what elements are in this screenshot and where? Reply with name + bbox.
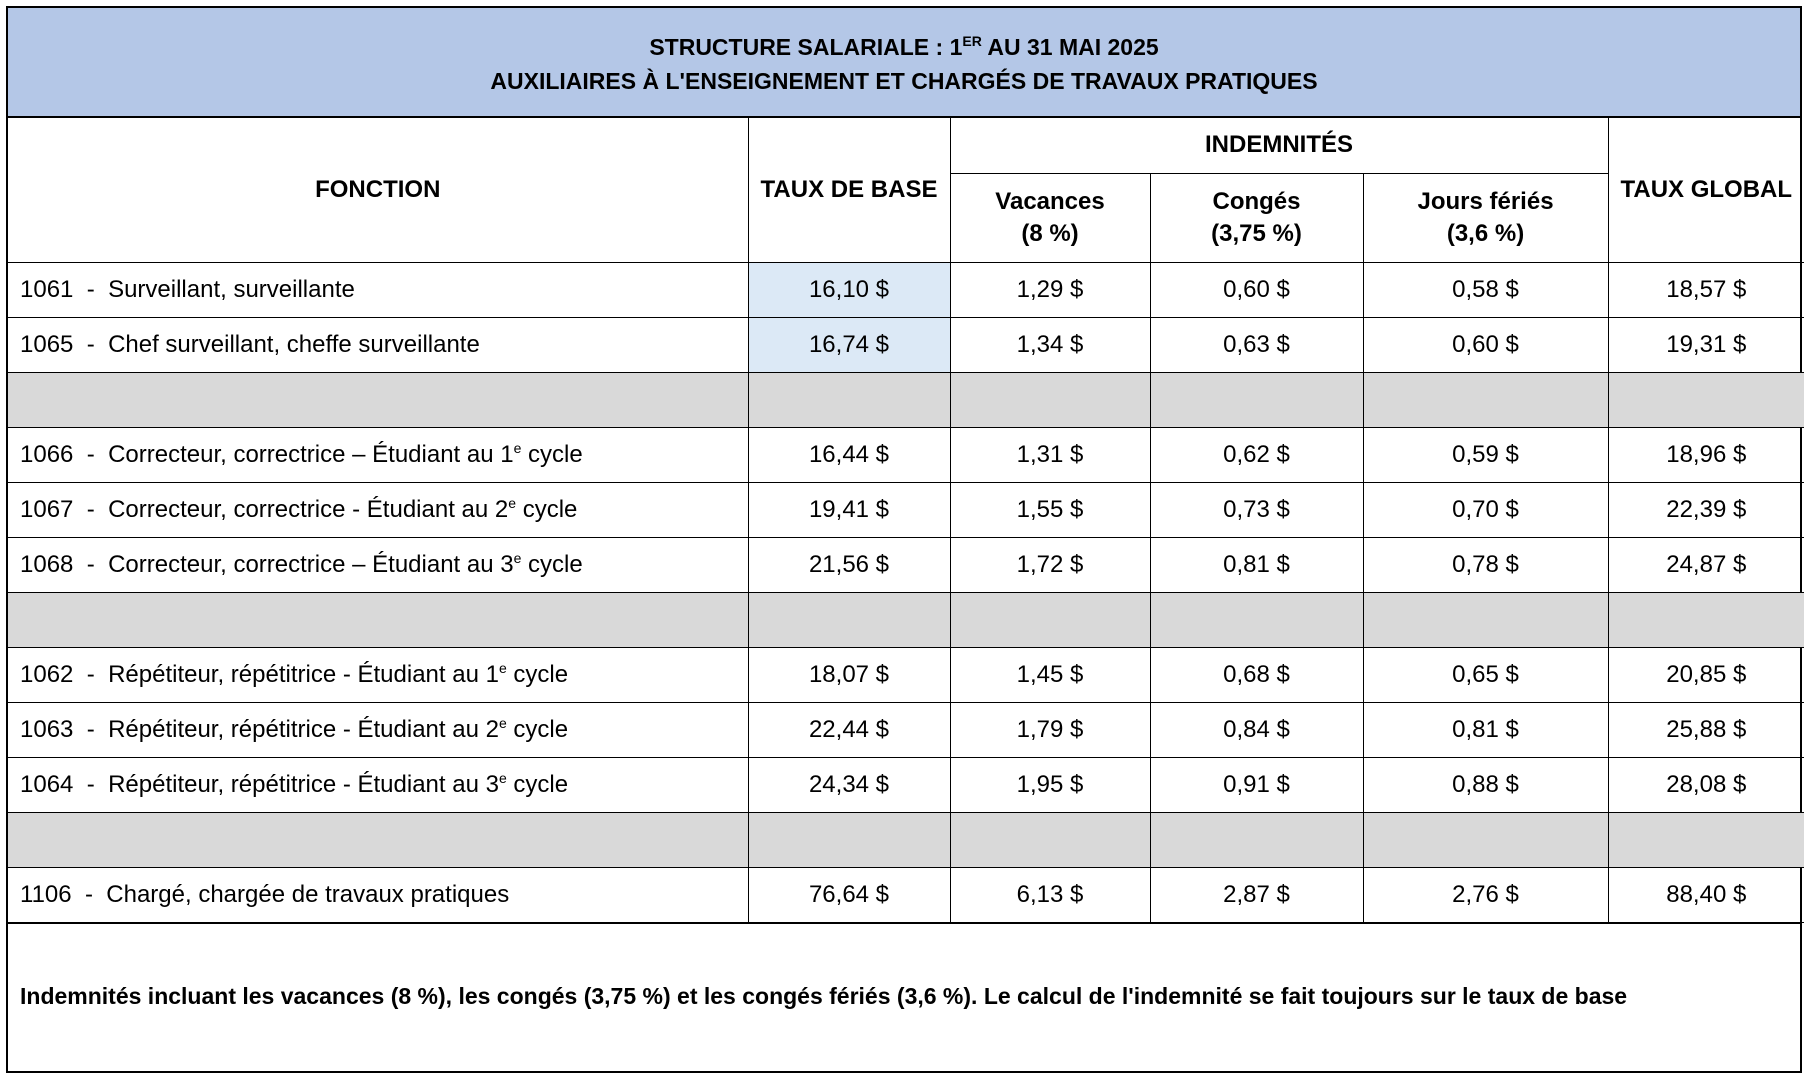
header-taux-global: TAUX GLOBAL [1608, 118, 1804, 262]
cell-vacances: 1,79 $ [950, 702, 1150, 757]
cell-conges: 0,62 $ [1150, 427, 1363, 482]
header-fonction: FONCTION [8, 118, 748, 262]
title-line-1: STRUCTURE SALARIALE : 1ER AU 31 MAI 2025 [649, 33, 1159, 60]
cell-jours-feries: 0,58 $ [1363, 262, 1608, 317]
cell-conges: 0,84 $ [1150, 702, 1363, 757]
cell-taux-base: 19,41 $ [748, 482, 950, 537]
cell-taux-global: 28,08 $ [1608, 757, 1804, 812]
cell-taux-global: 24,87 $ [1608, 537, 1804, 592]
cell-fonction: 1061 - Surveillant, surveillante [8, 262, 748, 317]
cell-conges: 0,73 $ [1150, 482, 1363, 537]
cell-taux-global: 18,57 $ [1608, 262, 1804, 317]
cell-fonction: 1063 - Répétiteur, répétitrice - Étudiant au 2e cycle [8, 702, 748, 757]
cell-taux-global: 20,85 $ [1608, 647, 1804, 702]
cell-taux-base: 22,44 $ [748, 702, 950, 757]
table-row [8, 537, 1804, 592]
cell-fonction: 1106 - Chargé, chargée de travaux pratiques [8, 867, 748, 922]
cell-vacances: 6,13 $ [950, 867, 1150, 922]
cell-vacances: 1,72 $ [950, 537, 1150, 592]
separator-row [8, 592, 1804, 647]
cell-taux-base: 18,07 $ [748, 647, 950, 702]
cell-fonction: 1067 - Correcteur, correctrice - Étudiant au 2e cycle [8, 482, 748, 537]
table-row [8, 757, 1804, 812]
separator-row [8, 812, 1804, 867]
cell-conges: 0,63 $ [1150, 317, 1363, 372]
table-row [8, 647, 1804, 702]
cell-conges: 0,81 $ [1150, 537, 1363, 592]
cell-conges: 2,87 $ [1150, 867, 1363, 922]
salary-structure-sheet [6, 6, 1802, 1073]
cell-jours-feries: 0,81 $ [1363, 702, 1608, 757]
cell-jours-feries: 0,88 $ [1363, 757, 1608, 812]
header-indemnites: INDEMNITÉS [950, 118, 1608, 173]
title-band [8, 8, 1800, 118]
table-row [8, 427, 1804, 482]
table-row [8, 482, 1804, 537]
cell-jours-feries: 0,59 $ [1363, 427, 1608, 482]
cell-taux-global: 18,96 $ [1608, 427, 1804, 482]
cell-taux-base: 24,34 $ [748, 757, 950, 812]
table-row [8, 867, 1804, 922]
cell-vacances: 1,29 $ [950, 262, 1150, 317]
header-conges: Congés (3,75 %) [1150, 173, 1363, 262]
separator-row [8, 372, 1804, 427]
table-row [8, 317, 1804, 372]
footnote: Indemnités incluant les vacances (8 %), les congés (3,75 %) et les congés fériés (3,6 %). Le calcul de l'indemnité se fait toujours sur le taux de base [8, 923, 1800, 1069]
cell-jours-feries: 0,70 $ [1363, 482, 1608, 537]
cell-vacances: 1,95 $ [950, 757, 1150, 812]
cell-taux-base: 21,56 $ [748, 537, 950, 592]
header-vacances: Vacances (8 %) [950, 173, 1150, 262]
cell-vacances: 1,45 $ [950, 647, 1150, 702]
table-row [8, 702, 1804, 757]
cell-jours-feries: 0,60 $ [1363, 317, 1608, 372]
cell-fonction: 1068 - Correcteur, correctrice – Étudiant au 3e cycle [8, 537, 748, 592]
cell-fonction: 1064 - Répétiteur, répétitrice - Étudiant au 3e cycle [8, 757, 748, 812]
cell-conges: 0,91 $ [1150, 757, 1363, 812]
cell-jours-feries: 0,78 $ [1363, 537, 1608, 592]
cell-taux-global: 25,88 $ [1608, 702, 1804, 757]
cell-fonction: 1062 - Répétiteur, répétitrice - Étudiant au 1e cycle [8, 647, 748, 702]
cell-taux-global: 19,31 $ [1608, 317, 1804, 372]
cell-taux-global: 22,39 $ [1608, 482, 1804, 537]
cell-taux-base: 16,10 $ [748, 262, 950, 317]
cell-jours-feries: 2,76 $ [1363, 867, 1608, 922]
cell-fonction: 1066 - Correcteur, correctrice – Étudiant au 1e cycle [8, 427, 748, 482]
cell-taux-base: 76,64 $ [748, 867, 950, 922]
cell-fonction: 1065 - Chef surveillant, cheffe surveillante [8, 317, 748, 372]
salary-table [8, 118, 1804, 923]
cell-vacances: 1,34 $ [950, 317, 1150, 372]
table-row [8, 262, 1804, 317]
cell-vacances: 1,55 $ [950, 482, 1150, 537]
header-taux-base: TAUX DE BASE [748, 118, 950, 262]
cell-taux-base: 16,44 $ [748, 427, 950, 482]
title-line-2: AUXILIAIRES À L'ENSEIGNEMENT ET CHARGÉS DE TRAVAUX PRATIQUES [490, 68, 1318, 94]
cell-jours-feries: 0,65 $ [1363, 647, 1608, 702]
cell-vacances: 1,31 $ [950, 427, 1150, 482]
cell-conges: 0,60 $ [1150, 262, 1363, 317]
cell-conges: 0,68 $ [1150, 647, 1363, 702]
cell-taux-base: 16,74 $ [748, 317, 950, 372]
cell-taux-global: 88,40 $ [1608, 867, 1804, 922]
header-row-1 [8, 118, 1804, 173]
header-jours-feries: Jours fériés (3,6 %) [1363, 173, 1608, 262]
